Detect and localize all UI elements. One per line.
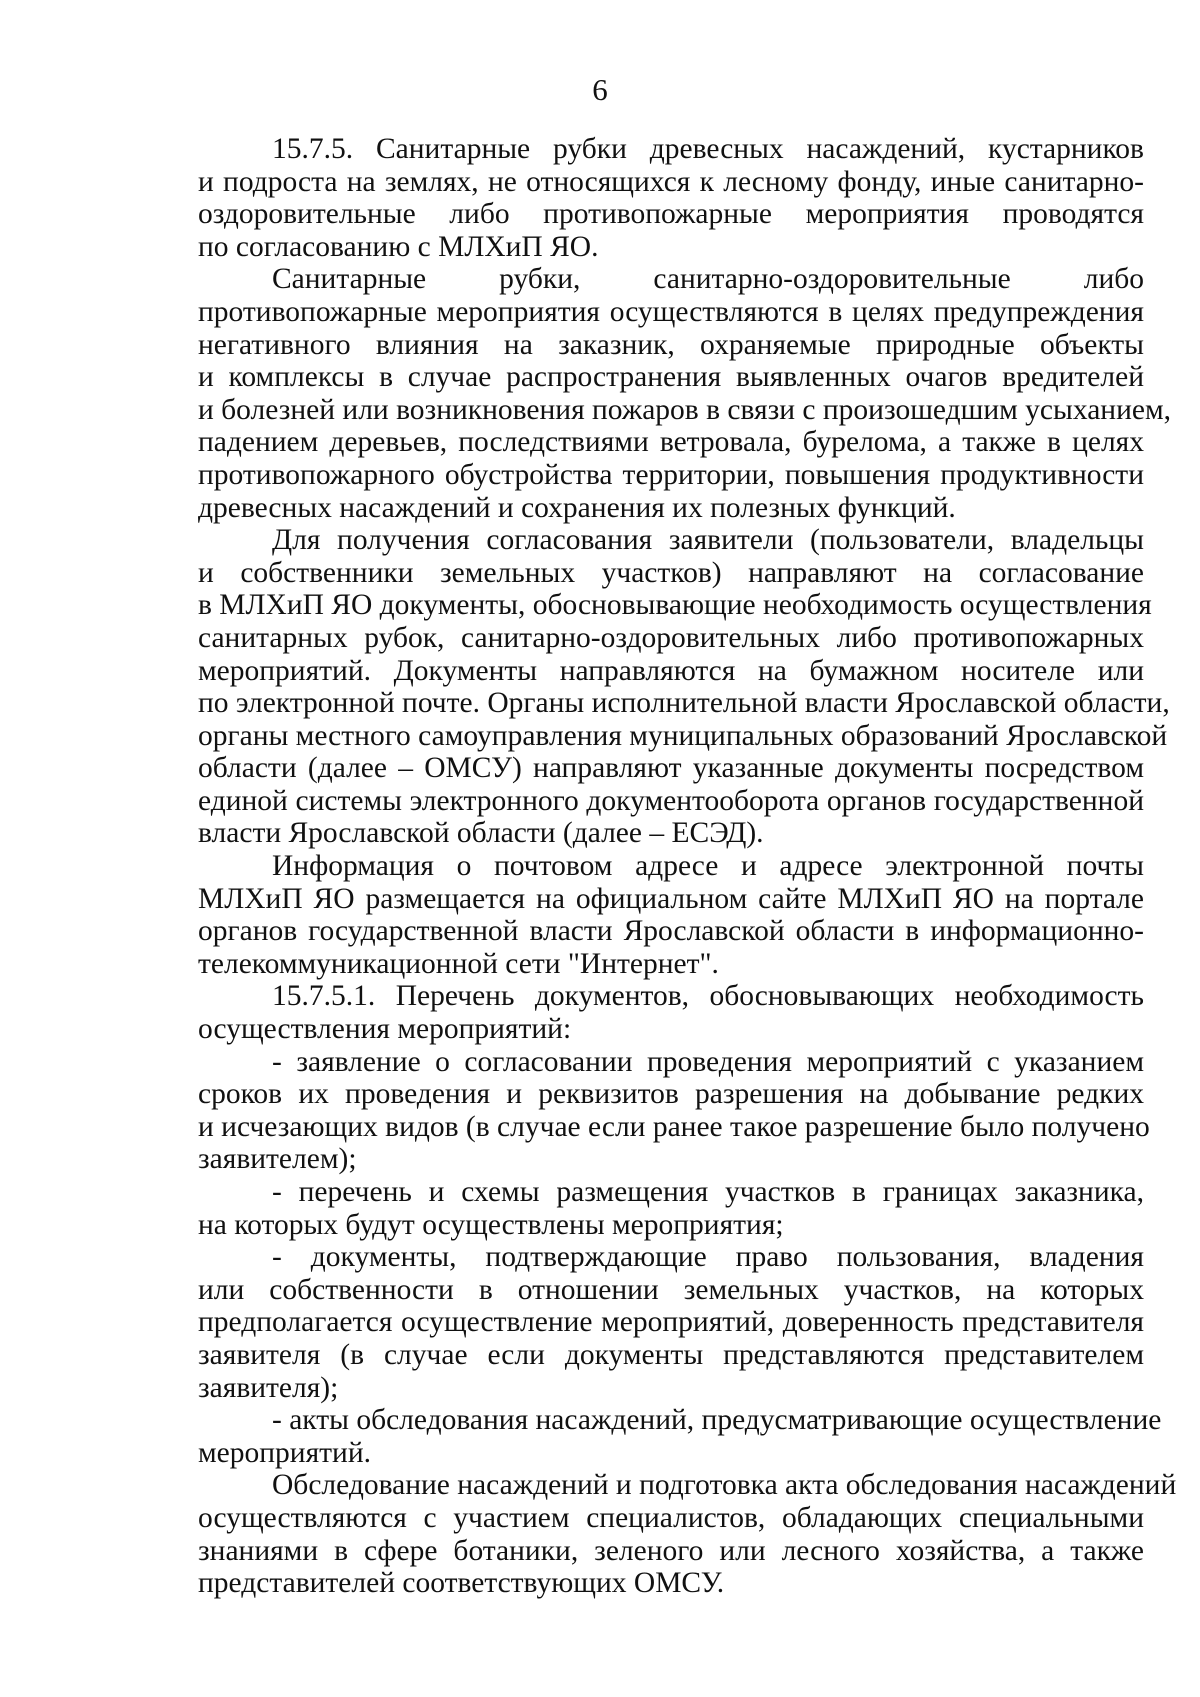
text-line: заявителем); xyxy=(198,1143,357,1176)
text-line: или собственности в отношении земельных участков, на которых xyxy=(198,1273,1144,1306)
text-line: по согласованию с МЛХиП ЯО. xyxy=(198,230,599,263)
text-line: Информация о почтовом адресе и адресе электронной почты xyxy=(272,850,1144,883)
text-line: мероприятий. Документы направляются на бумажном носителе или xyxy=(198,654,1144,687)
list-item-application xyxy=(198,1045,1150,1176)
text-line: мероприятий. xyxy=(198,1436,371,1469)
text-line: противопожарного обустройства территории, повышения продуктивности xyxy=(198,458,1144,491)
text-line: органы местного самоуправления муниципальных образований Ярославской xyxy=(198,719,1168,752)
paragraph-inspection-specialists xyxy=(198,1469,1177,1600)
text-line: и собственники земельных участков) направляют на согласование xyxy=(198,556,1144,589)
text-line: Для получения согласования заявители (пользователи, владельцы xyxy=(272,524,1144,557)
text-line: древесных насаждений и сохранения их полезных функций. xyxy=(198,491,956,524)
text-line: заявителя); xyxy=(198,1371,339,1404)
text-line: 15.7.5. Санитарные рубки древесных насаждений, кустарников xyxy=(272,133,1144,165)
text-line: власти Ярославской области (далее – ЕСЭД). xyxy=(198,817,764,850)
text-line: области (далее – ОМСУ) направляют указанные документы посредством xyxy=(198,752,1144,785)
text-line: предполагается осуществление мероприятий, доверенность представителя xyxy=(198,1306,1144,1339)
text-line: Обследование насаждений и подготовка акта обследования насаждений xyxy=(272,1469,1177,1502)
paragraph-sanitary-felling-intro xyxy=(198,133,1144,263)
text-line: и болезней или возникновения пожаров в связи с произошедшим усыханием, xyxy=(198,393,1171,426)
text-line: - документы, подтверждающие право пользования, владения xyxy=(272,1241,1144,1274)
page-number: 6 xyxy=(592,72,608,107)
list-item-ownership-documents xyxy=(198,1241,1144,1404)
text-line: МЛХиП ЯО размещается на официальном сайте МЛХиП ЯО на портале xyxy=(198,882,1144,915)
document-body xyxy=(198,133,1177,1600)
text-line: осуществления мероприятий: xyxy=(198,1013,572,1046)
text-line: знаниями в сфере ботаники, зеленого или лесного хозяйства, а также xyxy=(198,1534,1144,1567)
text-line: санитарных рубок, санитарно-оздоровительных либо противопожарных xyxy=(198,621,1144,654)
text-line: заявителя (в случае если документы представляются представителем xyxy=(198,1338,1144,1371)
text-line: на которых будут осуществлены мероприятия; xyxy=(198,1208,784,1241)
text-line: - заявление о согласовании проведения мероприятий с указанием xyxy=(272,1045,1144,1078)
text-line: сроков их проведения и реквизитов разрешения на добывание редких xyxy=(198,1078,1144,1111)
text-line: в МЛХиП ЯО документы, обосновывающие необходимость осуществления xyxy=(198,589,1152,622)
text-line: по электронной почте. Органы исполнительной власти Ярославской области, xyxy=(198,687,1170,720)
paragraph-contact-info xyxy=(198,850,1144,980)
list-item-site-schemes xyxy=(198,1176,1144,1241)
text-line: падением деревьев, последствиями ветровала, бурелома, а также в целях xyxy=(198,426,1144,459)
text-line: и комплексы в случае распространения выявленных очагов вредителей xyxy=(198,361,1144,394)
text-line: и исчезающих видов (в случае если ранее такое разрешение было получено xyxy=(198,1110,1150,1143)
list-item-inspection-acts xyxy=(198,1404,1162,1469)
text-line: представителей соответствующих ОМСУ. xyxy=(198,1567,725,1600)
text-line: противопожарные мероприятия осуществляются в целях предупреждения xyxy=(198,295,1144,328)
text-line: телекоммуникационной сети "Интернет". xyxy=(198,947,719,980)
text-line: негативного влияния на заказник, охраняемые природные объекты xyxy=(198,328,1144,361)
text-line: оздоровительные либо противопожарные мероприятия проводятся xyxy=(198,198,1144,231)
text-line: - перечень и схемы размещения участков в границах заказника, xyxy=(272,1176,1144,1208)
paragraph-documents-list-heading xyxy=(198,980,1144,1045)
text-line: Санитарные рубки, санитарно-оздоровительные либо xyxy=(272,263,1144,296)
text-line: 15.7.5.1. Перечень документов, обосновывающих необходимость xyxy=(272,980,1144,1013)
paragraph-sanitary-purpose xyxy=(198,263,1171,524)
text-line: осуществляются с участием специалистов, обладающих специальными xyxy=(198,1501,1144,1534)
text-line: и подроста на землях, не относящихся к лесному фонду, иные санитарно- xyxy=(198,165,1144,198)
text-line: единой системы электронного документооборота органов государственной xyxy=(198,784,1144,817)
text-line: - акты обследования насаждений, предусматривающие осуществление xyxy=(272,1404,1162,1437)
text-line: органов государственной власти Ярославской области в информационно- xyxy=(198,915,1144,948)
paragraph-approval-procedure xyxy=(198,524,1170,850)
